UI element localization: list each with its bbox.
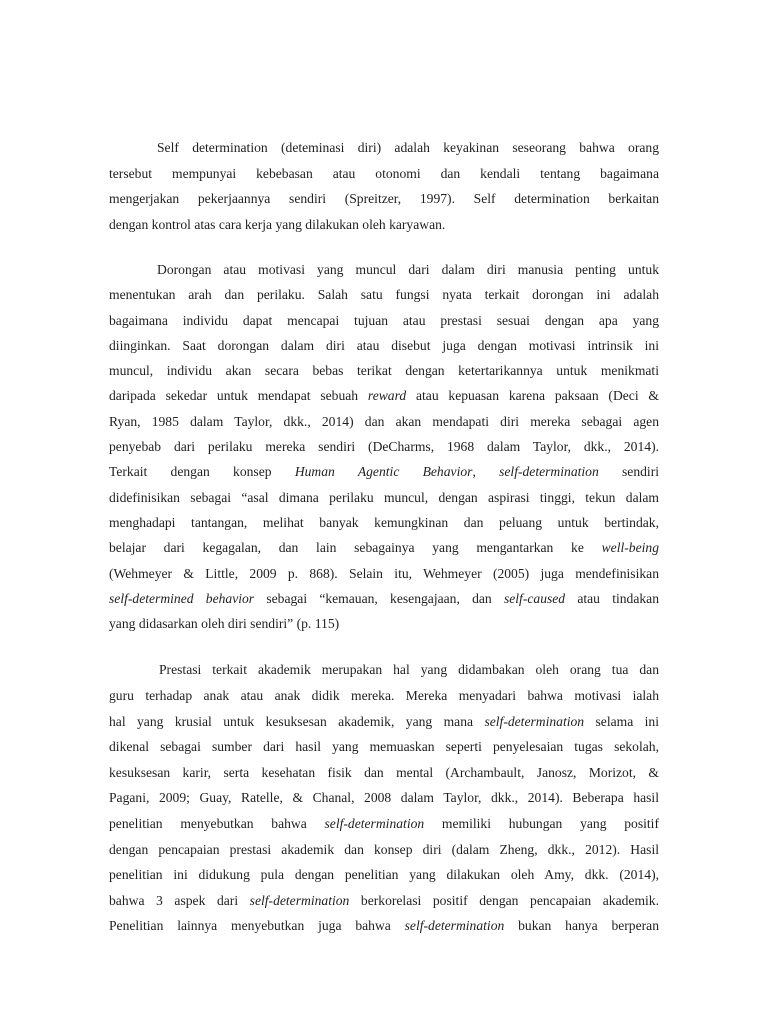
text-line xyxy=(109,459,659,484)
text-line xyxy=(109,333,659,358)
paragraph-2 xyxy=(109,257,659,636)
text-run: didefinisikan sebagai “asal dimana perilaku muncul, dengan aspirasi tinggi, tekun dalam xyxy=(109,489,659,505)
text-run: dengan kontrol atas cara kerja yang dilakukan oleh karyawan. xyxy=(109,216,446,232)
text-line xyxy=(109,212,659,238)
text-line xyxy=(109,913,659,939)
text-line xyxy=(109,837,659,863)
text-line xyxy=(109,135,659,161)
text-line xyxy=(109,683,659,709)
text-line xyxy=(109,409,659,434)
text-line xyxy=(109,709,659,735)
text-run: kesuksesan karir, serta kesehatan fisik dan mental (Archambault, Janosz, Morizot, & xyxy=(109,764,659,780)
italic-term: self-determination xyxy=(484,713,585,729)
text-run: , xyxy=(472,464,500,480)
text-run: tersebut mempunyai kebebasan atau otonomi dan kendali tentang bagaimana xyxy=(109,165,659,181)
paragraph-3 xyxy=(109,657,659,939)
text-line xyxy=(109,862,659,888)
text-run: sendiri xyxy=(598,464,660,480)
text-run: Ryan, 1985 dalam Taylor, dkk., 2014) dan akan mendapati diri mereka sebagai agen xyxy=(109,413,659,429)
text-run: Dorongan atau motivasi yang muncul dari dalam diri manusia penting untuk xyxy=(157,262,659,277)
text-run: menentukan arah dan perilaku. Salah satu fungsi nyata terkait dorongan ini adalah xyxy=(109,287,659,303)
text-run: Prestasi terkait akademik merupakan hal yang didambakan oleh orang tua dan xyxy=(159,662,659,678)
text-run: (Wehmeyer & Little, 2009 p. 868). Selain itu, Wehmeyer (2005) juga mendefinisikan xyxy=(109,565,659,581)
text-line xyxy=(109,611,659,636)
italic-term: self-determination xyxy=(499,464,599,480)
text-line xyxy=(109,785,659,811)
text-run: bukan hanya berperan xyxy=(504,918,659,934)
text-run: dengan pencapaian prestasi akademik dan konsep diri (dalam Zheng, dkk., 2012). Hasil xyxy=(109,841,659,857)
text-line xyxy=(109,186,659,212)
text-run: selama ini xyxy=(584,713,659,729)
text-line xyxy=(109,586,659,611)
text-run: atau kepuasan karena paksaan (Deci & xyxy=(406,388,660,404)
text-run: menghadapi tantangan, melihat banyak kemungkinan dan peluang untuk bertindak, xyxy=(109,514,659,530)
text-run: muncul, individu akan secara bebas terikat dengan ketertarikannya untuk menikmati xyxy=(109,363,659,379)
text-run: penelitian menyebutkan bahwa xyxy=(109,816,325,832)
italic-term: self-determined behavior xyxy=(109,590,255,606)
italic-term: self-determination xyxy=(324,816,425,832)
text-line xyxy=(109,535,659,560)
text-run: diinginkan. Saat dorongan dalam diri atau disebut juga dengan motivasi intrinsik ini xyxy=(109,337,659,353)
italic-term: Human Agentic Behavior xyxy=(294,464,473,480)
italic-term: self-determination xyxy=(404,918,505,934)
text-run: penelitian ini didukung pula dengan penelitian yang dilakukan oleh Amy, dkk. (2014), xyxy=(109,867,659,883)
text-run: Pagani, 2009; Guay, Ratelle, & Chanal, 2008 dalam Taylor, dkk., 2014). Beberapa hasil xyxy=(109,790,659,806)
text-run: bagaimana individu dapat mencapai tujuan atau prestasi sesuai dengan apa yang xyxy=(109,312,659,328)
italic-term: self-determination xyxy=(249,892,350,908)
text-line xyxy=(109,657,659,683)
text-line xyxy=(109,734,659,760)
text-run: penyebab dari perilaku mereka sendiri (DeCharms, 1968 dalam Taylor, dkk., 2014). xyxy=(109,439,659,455)
text-run: Self determination (deteminasi diri) adalah keyakinan seseorang bahwa orang xyxy=(157,140,659,155)
text-line xyxy=(109,282,659,307)
text-line xyxy=(109,811,659,837)
text-run: Terkait dengan konsep xyxy=(109,464,295,480)
italic-term: reward xyxy=(367,388,407,404)
text-line xyxy=(109,760,659,786)
text-run: memiliki hubungan yang positif xyxy=(424,816,659,832)
text-line xyxy=(109,308,659,333)
text-run: hal yang krusial untuk kesuksesan akademik, yang mana xyxy=(109,713,485,729)
text-line xyxy=(109,510,659,535)
text-line xyxy=(109,358,659,383)
text-line xyxy=(109,561,659,586)
text-run: yang didasarkan oleh diri sendiri” (p. 115) xyxy=(109,616,340,632)
italic-term: well-being xyxy=(601,540,659,556)
text-run: atau tindakan xyxy=(565,590,660,606)
text-run: Penelitian lainnya menyebutkan juga bahwa xyxy=(109,918,405,934)
text-run: sebagai “kemauan, kesengajaan, dan xyxy=(254,590,504,606)
document-body xyxy=(109,135,659,939)
text-run: belajar dari kegagalan, dan lain sebagainya yang mengantarkan ke xyxy=(109,540,602,556)
text-run: dikenal sebagai sumber dari hasil yang memuaskan seperti penyelesaian tugas sekolah, xyxy=(109,739,659,755)
text-line xyxy=(109,161,659,187)
paragraph-1 xyxy=(109,135,659,237)
text-line xyxy=(109,888,659,914)
text-run: mengerjakan pekerjaannya sendiri (Spreitzer, 1997). Self determination berkaitan xyxy=(109,191,659,206)
text-run: guru terhadap anak atau anak didik mereka. Mereka menyadari bahwa motivasi ialah xyxy=(109,688,659,704)
italic-term: self-caused xyxy=(503,590,566,606)
text-line xyxy=(109,383,659,408)
text-run: berkorelasi positif dengan pencapaian akademik. xyxy=(349,892,659,908)
text-run: daripada sekedar untuk mendapat sebuah xyxy=(109,388,368,404)
text-line xyxy=(109,257,659,282)
text-run: bahwa 3 aspek dari xyxy=(109,892,250,908)
text-line xyxy=(109,434,659,459)
text-line xyxy=(109,485,659,510)
